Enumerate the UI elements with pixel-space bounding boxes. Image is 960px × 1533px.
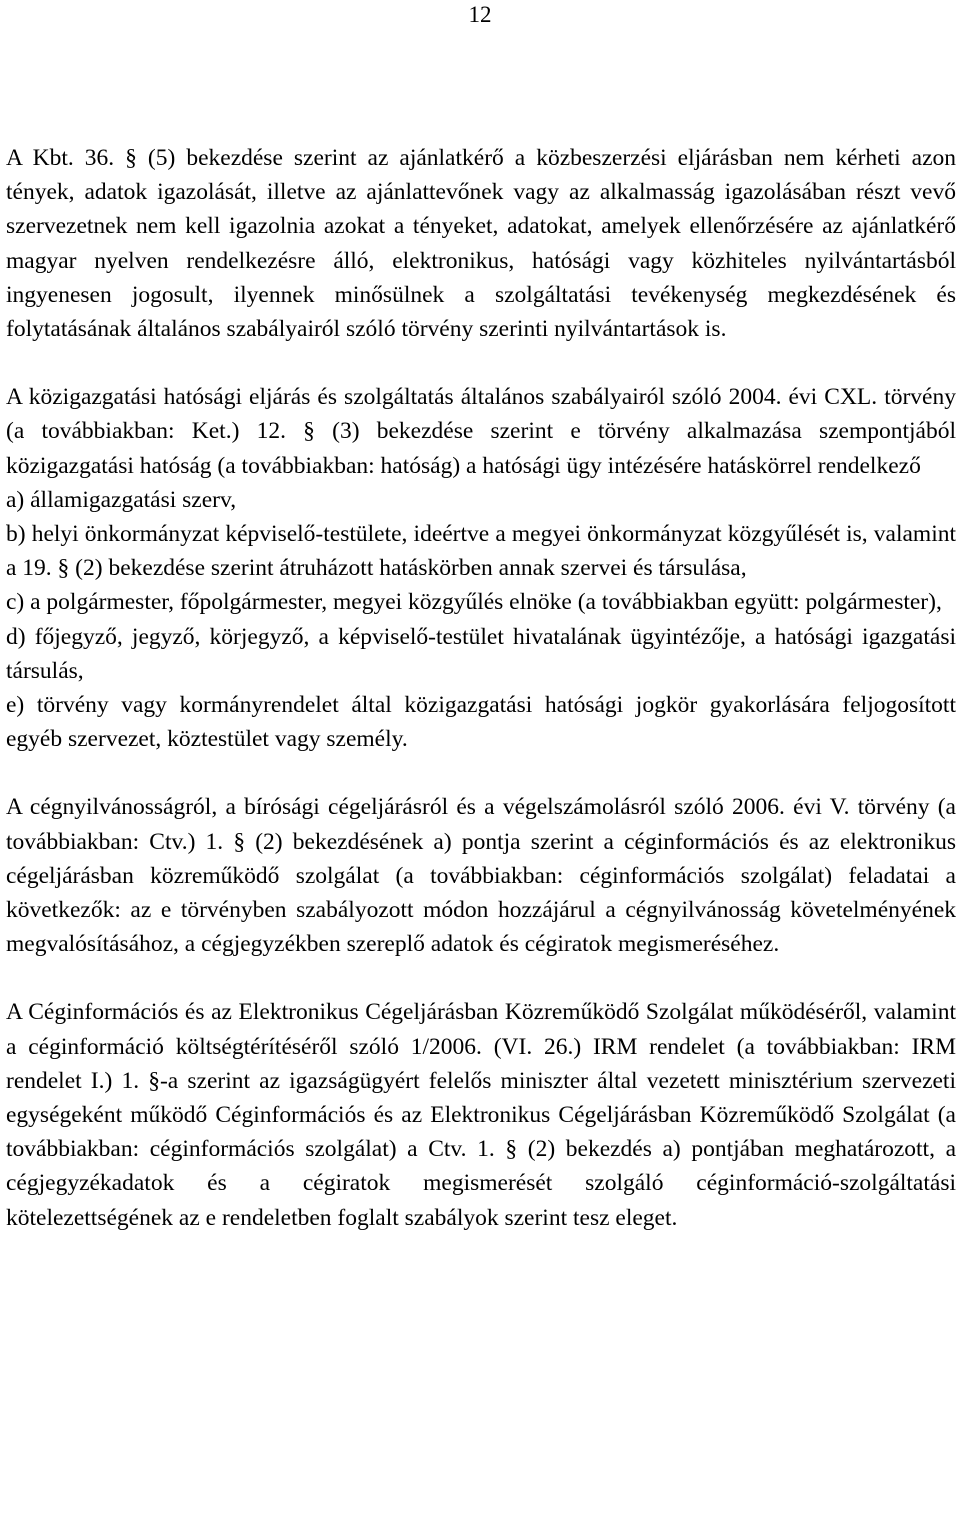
paragraph-ket: [6, 380, 956, 756]
paragraph-irm: A Céginformációs és az Elektronikus Cégeljárásban Közreműködő Szolgálat működéséről, valamint a céginformáció költségtérítéséről szóló 1/2006. (VI. 26.) IRM rendelet (a továbbiakban: IRM rendelet I.) 1. §-a szerint az igazságügyért felelős miniszter által vezetett minisztérium szervezeti egységeként működő Céginformációs és az Elektronikus Cégeljárásban Közreműködő Szolgálat (a továbbiakban: céginformációs szolgálat) a Ctv. 1. § (2) bekezdés a) pontjában meghatározott, a cégjegyzékadatok és a cégiratok megismerését szolgáló céginformáció-szolgáltatási kötelezettségének az e rendeletben foglalt szabályok szerint tesz eleget.: [6, 999, 956, 1231]
paragraph-ctv: A cégnyilvánosságról, a bírósági cégeljárásról és a végelszámolásról szóló 2006. évi V. törvény (a továbbiakban: Ctv.) 1. § (2) bekezdésének a) pontja szerint a céginformációs és az elektronikus cégeljárásban közreműködő szolgálat (a továbbiakban: céginformációs szolgálat) feladatai a következők: az e törvényben szabályozott módon hozzájárul a cégnyilvánosság követelményének megvalósításához, a cégjegyzékben szereplő adatok és cégiratok megismeréséhez.: [6, 794, 956, 958]
ket-item-a: a) államigazgatási szerv,: [6, 486, 237, 513]
paragraph-gap: [6, 961, 956, 995]
paragraph-kbt: A Kbt. 36. § (5) bekezdése szerint az ajánlatkérő a közbeszerzési eljárásban nem kérheti azon tények, adatok igazolását, illetve az ajánlattevőnek vagy az alkalmasság igazolásában részt vevő szervezetnek nem kell igazolnia azokat a tényeket, adatokat, amelyek ellenőrzésére az ajánlatkérő magyar nyelven rendelkezésre álló, elektronikus, hatósági vagy közhiteles nyilvántartásból ingyenesen jogosult, ilyennek minősülnek a szolgáltatási tevékenység megkezdésének és folytatásának általános szabályairól szóló törvény szerinti nyilvántartások is.: [6, 145, 956, 343]
ket-item-b: b) helyi önkormányzat képviselő-testülete, ideértve a megyei önkormányzat közgyűlését is, valamint a 19. § (2) bekezdése szerint átruházott hatáskörben annak szervei és társulása,: [6, 521, 956, 582]
page-number: 12: [468, 2, 492, 27]
ket-item-c: c) a polgármester, főpolgármester, megyei közgyűlés elnöke (a továbbiakban együtt: polgármester),: [6, 589, 942, 616]
document-body: [6, 141, 956, 1235]
paragraph-gap: [6, 346, 956, 380]
ket-item-e: e) törvény vagy kormányrendelet által közigazgatási hatósági jogkör gyakorlására feljogosított egyéb szervezet, köztestület vagy személy.: [6, 692, 956, 753]
paragraph-gap: [6, 756, 956, 790]
ket-intro: A közigazgatási hatósági eljárás és szolgáltatás általános szabályairól szóló 2004. évi CXL. törvény (a továbbiakban: Ket.) 12. § (3) bekezdése szerint e törvény alkalmazása szempontjából közigazgatási hatóság (a továbbiakban: hatóság) a hatósági ügy intézésére hatáskörrel rendelkező: [6, 384, 956, 479]
ket-item-d: d) főjegyző, jegyző, körjegyző, a képviselő-testület hivatalának ügyintézője, a hatósági igazgatási társulás,: [6, 623, 956, 684]
